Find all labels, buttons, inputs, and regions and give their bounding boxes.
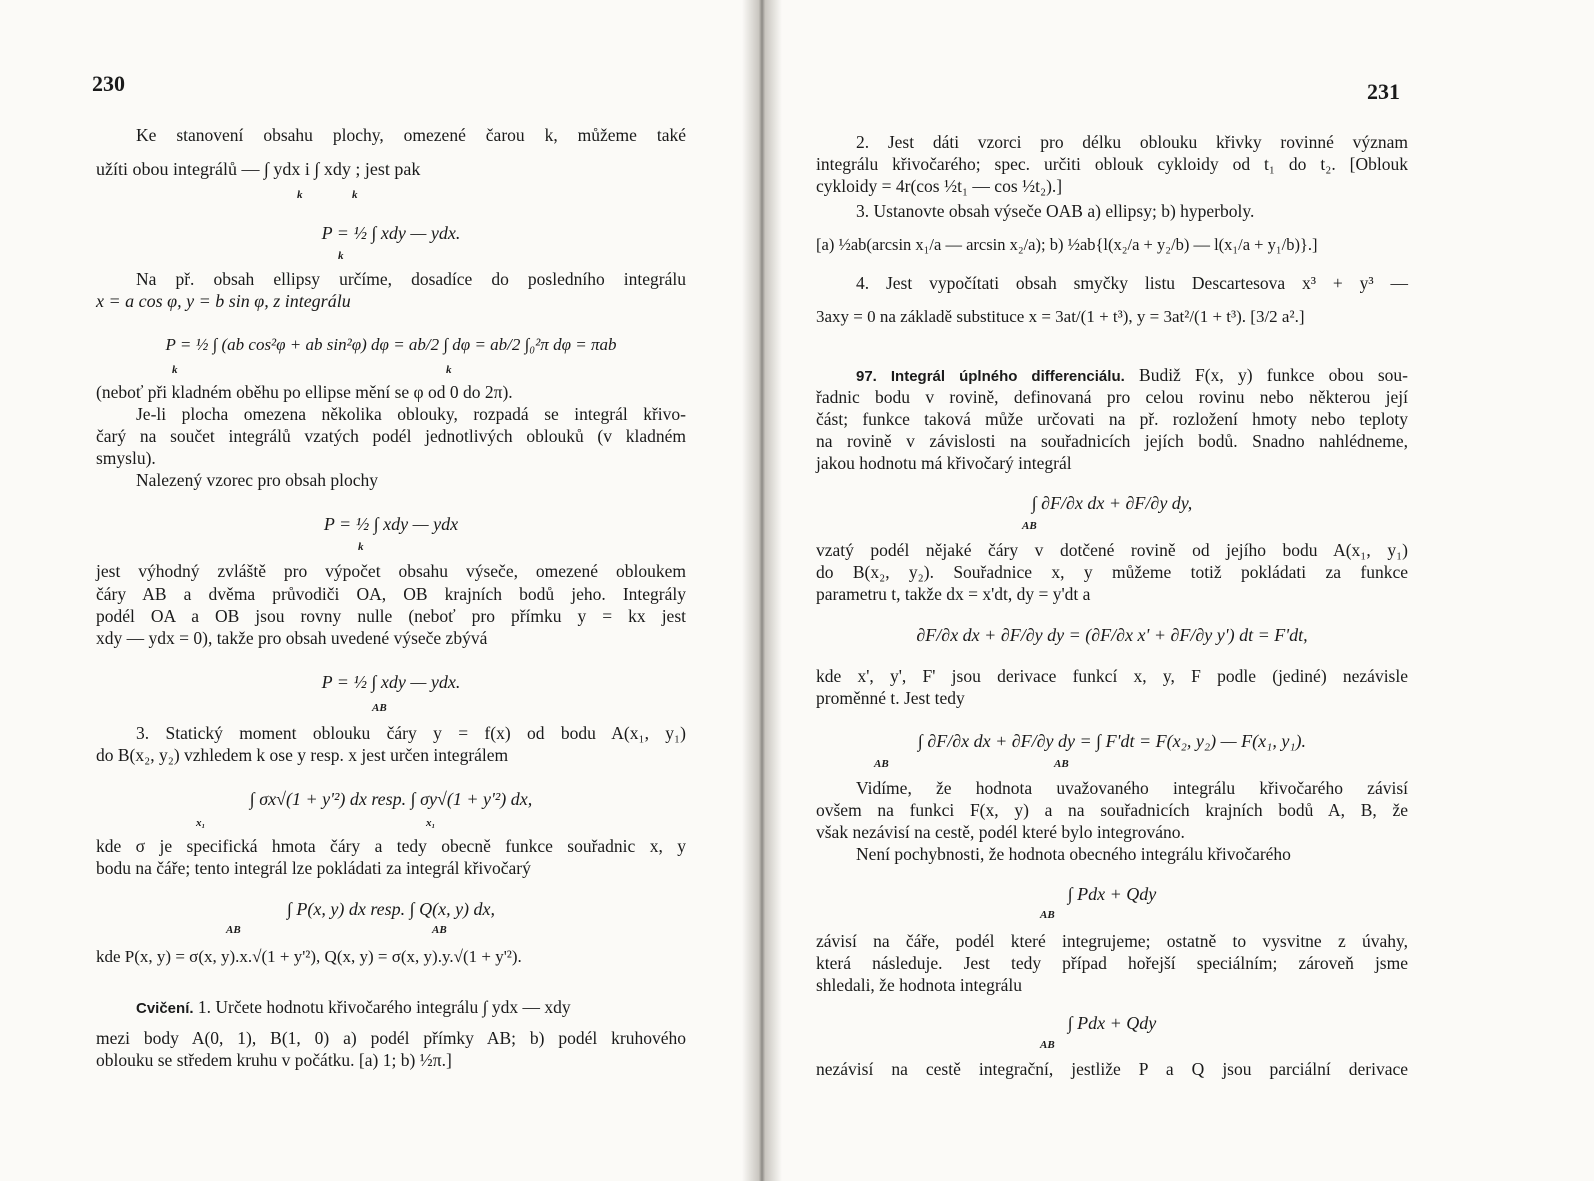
text-line: nezávisí na cestě integrační, jestliže P a Q jsou parciální derivace [816,1059,1408,1079]
text-line: která následuje. Jest tedy případ hořejší speciálním; zároveň jsme [816,953,1408,973]
text-line: čáry AB a dvěma průvodiči OA, OB krajních bodů jeho. Integrály [96,584,686,604]
formula: P = ½ ∫ (ab cos²φ + ab sin²φ) dφ = ab/2 ∫ dφ = ab/2 ∫₀²π dφ = πab [165,335,617,354]
text-line: smyslu). [96,448,156,468]
text-line: vzatý podél nějaké čáry v dotčené rovině od jejího bodu A(x₁, y₁) [816,540,1408,560]
integral-subscript: k [338,250,344,262]
formula: P = ½ ∫ xdy — ydx. [321,672,461,692]
integral-subscript: k [446,364,452,376]
left-page [0,0,742,1181]
exercise-text: 1. Určete hodnotu křivočarého integrálu ∫ ydx — xdy [197,997,571,1017]
text-line: oblouku se středem kruhu v počátku. [a) 1; b) ½π.] [96,1050,452,1070]
formula: ∫ P(x, y) dx resp. ∫ Q(x, y) dx, [286,899,496,919]
text-line: jest výhodný zvláště pro výpočet obsahu výseče, omezené obloukem [96,561,686,581]
text-line: kde P(x, y) = σ(x, y).x.√(1 + y'²), Q(x, y) = σ(x, y).y.√(1 + y'²). [96,947,522,966]
text-line: užíti obou integrálů — ∫ ydx i ∫ xdy ; jest pak [96,159,421,179]
text-line: 2. Jest dáti vzorci pro délku oblouku křivky rovinné význam [856,132,1408,152]
text-line: na rovině v závislosti na souřadnicích jejích bodů. Snadno nahlédneme, [816,431,1408,451]
section-heading: 97. Integrál úplného differenciálu. [856,368,1125,385]
text-line: Nalezený vzorec pro obsah plochy [136,470,378,490]
text-line: řadnic bodu v rovině, definovaná pro celou rovinu nebo některou její [816,387,1408,407]
text-line: cykloidy = 4r(cos ½t₁ — cos ½t₂).] [816,176,1063,196]
formula: P = ½ ∫ xdy — ydx. [321,223,461,243]
integral-subscript: AB [372,702,387,714]
text-line: shledali, že hodnota integrálu [816,975,1023,995]
text-line: bodu na čáře; tento integrál lze pokládati za integrál křivočarý [96,858,531,878]
section-line [816,364,1408,388]
text-line: do B(x₂, y₂). Souřadnice x, y můžeme totiž pokládati za funkce [816,562,1408,582]
text-line: kde x', y', F' jsou derivace funkcí x, y, F podle (jediné) nezávisle [816,666,1408,686]
section-text: Budiž F(x, y) funkce obou sou- [1139,365,1408,385]
text-line: jakou hodnotu má křivočarý integrál [816,453,1072,473]
text-line: čarý na součet integrálů vzatých podél jednotlivých oblouků (v kladném [96,426,686,446]
integral-subscript: AB [1040,909,1055,921]
page-number: 231 [1367,79,1400,104]
text-line: ovšem na funkci F(x, y) a na souřadnicích krajních bodů A, B, že [816,800,1408,820]
text-line: xdy — ydx = 0), takže pro obsah uvedené výseče zbývá [96,628,488,648]
text-line: 3. Statický moment oblouku čáry y = f(x) od bodu A(x₁, y₁) [136,723,686,743]
integral-subscript: AB [432,924,447,936]
formula: ∫ σx√(1 + y'²) dx resp. ∫ σy√(1 + y'²) dx, [249,789,533,809]
text-line: Není pochybnosti, že hodnota obecného integrálu křivočarého [856,844,1291,864]
formula: [a) ½ab(arcsin x₁/a — arcsin x₂/a); b) ½ab{l(x₂/a + y₂/b) — l(x₁/a + y₁/b)}.] [816,235,1318,254]
formula: P = ½ ∫ xdy — ydx [323,514,459,534]
text-line: Vidíme, že hodnota uvažovaného integrálu křivočarého závisí [856,778,1408,798]
integral-subscript: AB [1054,758,1069,770]
text-line: 4. Jest vypočítati obsah smyčky listu Descartesova x³ + y³ — [856,273,1408,293]
text-line: proměnné t. Jest tedy [816,688,965,708]
text-line: (neboť při kladném oběhu po ellipse mění se φ od 0 do 2π). [96,382,513,402]
integral-subscript: AB [1040,1039,1055,1051]
text-line: závisí na čáře, podél které integrujeme; ostatně to vysvitne z úvahy, [816,931,1408,951]
integral-subscript: AB [226,924,241,936]
text-line: 3. Ustanovte obsah výseče OAB a) ellipsy; b) hyperboly. [856,201,1255,221]
exercise-label: Cvičení. [136,1000,194,1017]
text-line: Ke stanovení obsahu plochy, omezené čarou k, můžeme také [136,125,686,145]
integral-subscript: k [358,541,364,553]
text-line: parametru t, takže dx = x'dt, dy = y'dt a [816,584,1091,604]
text-line: podél OA a OB jsou rovny nulle (neboť pro přímku y = kx jest [96,606,686,626]
formula: ∫ Pdx + Qdy [1067,884,1157,904]
text-line: Na př. obsah ellipsy určíme, dosadíce do posledního integrálu [136,269,686,289]
right-page [782,0,1594,1181]
text-line: část; funkce taková může určovati na př. rozložení hmoty nebo teploty [816,409,1408,429]
integral-subscript: k [297,189,303,201]
text-line: však nezávisí na cestě, podél které bylo integrováno. [816,822,1185,842]
exercise-line [96,996,686,1020]
text-line: do B(x₂, y₂) vzhledem k ose y resp. x jest určen integrálem [96,745,509,765]
integral-subscript: AB [1022,520,1037,532]
formula: ∫ Pdx + Qdy [1067,1013,1157,1033]
text-line: Je-li plocha omezena několika oblouky, rozpadá se integrál křivo- [136,404,686,424]
book-gutter [742,0,782,1181]
integral-subscript: k [352,189,358,201]
text-line: kde σ je specifická hmota čáry a tedy obecně funkce souřadnic x, y [96,836,686,856]
page-number: 230 [92,71,125,96]
integral-subscript: k [172,364,178,376]
integral-subscript: x₁ [426,817,436,829]
formula: ∫ ∂F/∂x dx + ∂F/∂y dy = ∫ F'dt = F(x₂, y₂) — F(x₁, y₁). [917,731,1307,751]
text-line: mezi body A(0, 1), B(1, 0) a) podél přímky AB; b) podél kruhového [96,1028,686,1048]
text-line: x = a cos φ, y = b sin φ, z integrálu [96,291,351,311]
integral-subscript: x₁ [196,817,206,829]
formula: 3axy = 0 na základě substituce x = 3at/(1 + t³), y = 3at²/(1 + t³). [3/2 a².] [816,307,1305,326]
formula: ∂F/∂x dx + ∂F/∂y dy = (∂F/∂x x' + ∂F/∂y y') dt = F'dt, [916,625,1308,645]
text-line: integrálu křivočarého; spec. určiti oblouk cykloidy od t₁ do t₂. [Oblouk [816,154,1408,174]
integral-subscript: AB [874,758,889,770]
formula: ∫ ∂F/∂x dx + ∂F/∂y dy, [1031,493,1193,513]
